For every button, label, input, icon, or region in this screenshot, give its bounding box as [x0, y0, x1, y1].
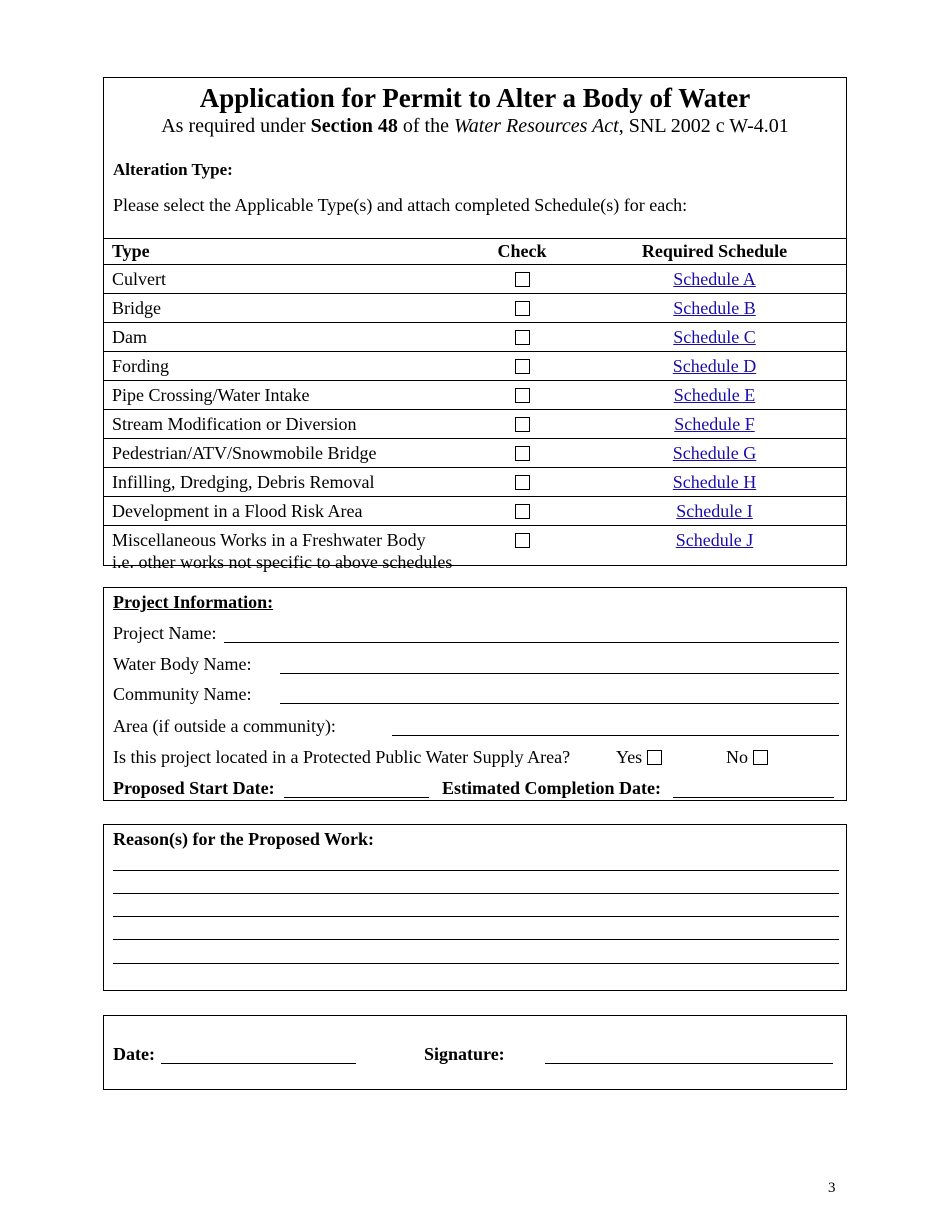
- type-cell: Pedestrian/ATV/Snowmobile Bridge: [103, 439, 462, 468]
- type-cell: [103, 526, 462, 578]
- project-info-heading: Project Information:: [113, 592, 274, 612]
- type-cell: Fording: [103, 352, 462, 381]
- community-label: Community Name:: [113, 684, 252, 704]
- page-title: Application for Permit to Alter a Body of Water: [199, 83, 751, 113]
- water-body-label: Water Body Name:: [113, 654, 252, 674]
- schedule-link[interactable]: Schedule J: [675, 530, 754, 550]
- type-cell: Infilling, Dredging, Debris Removal: [103, 468, 462, 497]
- table-row: [103, 526, 847, 578]
- schedule-link[interactable]: Schedule A: [673, 269, 756, 289]
- checkbox[interactable]: [515, 504, 530, 519]
- reason-line[interactable]: [113, 916, 839, 917]
- water-body-field[interactable]: [280, 673, 839, 674]
- schedule-link[interactable]: Schedule G: [672, 443, 757, 463]
- type-cell-line1: Miscellaneous Works in a Freshwater Body: [112, 530, 426, 550]
- checkbox[interactable]: [515, 359, 530, 374]
- checkbox[interactable]: [515, 417, 530, 432]
- type-cell: Pipe Crossing/Water Intake: [103, 381, 462, 410]
- table-row: [103, 323, 847, 352]
- signature-field[interactable]: [545, 1063, 833, 1064]
- project-name-field[interactable]: [224, 642, 839, 643]
- column-header-schedule: Required Schedule: [582, 239, 847, 265]
- type-cell: Culvert: [103, 265, 462, 294]
- table-row: [103, 265, 847, 294]
- table-row: [103, 497, 847, 526]
- signature-label: Signature:: [424, 1044, 505, 1064]
- type-cell: Bridge: [103, 294, 462, 323]
- protected-area-question: Is this project located in a Protected Public Water Supply Area?: [113, 747, 571, 767]
- signoff-section: [103, 1015, 847, 1090]
- reason-line[interactable]: [113, 893, 839, 894]
- checkbox[interactable]: [515, 330, 530, 345]
- table-row: [103, 352, 847, 381]
- schedule-link[interactable]: Schedule C: [673, 327, 756, 347]
- alteration-section: [103, 77, 847, 572]
- schedule-link[interactable]: Schedule F: [674, 414, 755, 434]
- table-header-row: [103, 239, 847, 265]
- alteration-type-table: [103, 238, 847, 577]
- no-label: No: [726, 747, 748, 767]
- reason-line[interactable]: [113, 939, 839, 940]
- checkbox[interactable]: [515, 475, 530, 490]
- type-cell: Dam: [103, 323, 462, 352]
- alteration-type-label: Alteration Type:: [113, 160, 233, 179]
- page-subtitle: As required under Section 48 of the Water Resources Act, SNL 2002 c W-4.01: [161, 115, 789, 137]
- type-cell-line2: i.e. other works not specific to above schedules: [112, 552, 453, 572]
- start-date-label: Proposed Start Date:: [113, 778, 275, 798]
- reasons-heading: Reason(s) for the Proposed Work:: [113, 829, 374, 849]
- reason-line[interactable]: [113, 870, 839, 871]
- schedule-link[interactable]: Schedule B: [673, 298, 756, 318]
- table-row: [103, 468, 847, 497]
- alteration-instruction: Please select the Applicable Type(s) and attach completed Schedule(s) for each:: [113, 195, 688, 215]
- type-cell: Development in a Flood Risk Area: [103, 497, 462, 526]
- community-field[interactable]: [280, 703, 839, 704]
- project-name-label: Project Name:: [113, 623, 217, 643]
- column-header-check: Check: [462, 239, 582, 265]
- yes-label: Yes: [616, 747, 643, 767]
- yes-checkbox[interactable]: [647, 750, 662, 765]
- table-row: [103, 410, 847, 439]
- checkbox[interactable]: [515, 446, 530, 461]
- no-checkbox[interactable]: [753, 750, 768, 765]
- checkbox[interactable]: [515, 301, 530, 316]
- checkbox[interactable]: [515, 272, 530, 287]
- table-row: [103, 381, 847, 410]
- protected-no-option: [726, 747, 768, 768]
- checkbox[interactable]: [515, 388, 530, 403]
- schedule-link[interactable]: Schedule I: [676, 501, 753, 521]
- date-field[interactable]: [161, 1063, 356, 1064]
- area-field[interactable]: [392, 735, 839, 736]
- schedule-link[interactable]: Schedule H: [672, 472, 757, 492]
- area-label: Area (if outside a community):: [113, 716, 336, 736]
- protected-yes-option: [616, 747, 662, 768]
- schedule-link[interactable]: Schedule D: [672, 356, 757, 376]
- start-date-field[interactable]: [284, 797, 429, 798]
- project-information-section: [103, 587, 847, 801]
- table-row: [103, 439, 847, 468]
- completion-date-label: Estimated Completion Date:: [442, 778, 661, 798]
- schedule-link[interactable]: Schedule E: [673, 385, 756, 405]
- checkbox[interactable]: [515, 533, 530, 548]
- completion-date-field[interactable]: [673, 797, 834, 798]
- table-row: [103, 294, 847, 323]
- date-label: Date:: [113, 1044, 155, 1064]
- type-cell: Stream Modification or Diversion: [103, 410, 462, 439]
- column-header-type: Type: [103, 239, 462, 265]
- reason-line[interactable]: [113, 963, 839, 964]
- reasons-section: [103, 824, 847, 991]
- page-number: 3: [828, 1180, 836, 1196]
